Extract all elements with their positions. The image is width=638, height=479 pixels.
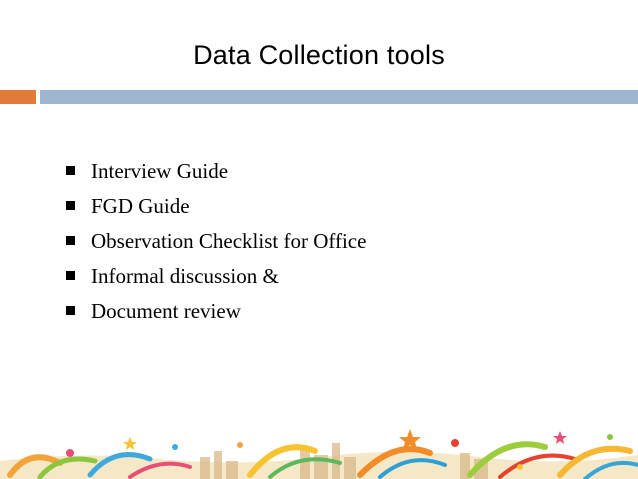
bullet-text: FGD Guide — [91, 194, 190, 218]
festive-banner-illustration-icon — [0, 417, 638, 479]
title-rule-bar — [40, 90, 638, 104]
bullet-text: Informal discussion & — [91, 264, 279, 288]
bullet-item — [66, 261, 366, 296]
square-bullet-icon — [66, 201, 75, 210]
square-bullet-icon — [66, 306, 75, 315]
bullet-item — [66, 156, 366, 191]
bullet-list — [66, 156, 366, 331]
bullet-text: Interview Guide — [91, 159, 229, 183]
square-bullet-icon — [66, 271, 75, 280]
bullet-item — [66, 226, 366, 261]
title-rule-accent — [0, 90, 36, 104]
bullet-text: Document review — [91, 299, 241, 323]
square-bullet-icon — [66, 166, 75, 175]
bullet-text: Observation Checklist for Office — [91, 229, 367, 253]
square-bullet-icon — [66, 236, 75, 245]
bullet-item — [66, 191, 366, 226]
slide-title: Data Collection tools — [193, 40, 445, 70]
bullet-item — [66, 296, 366, 331]
